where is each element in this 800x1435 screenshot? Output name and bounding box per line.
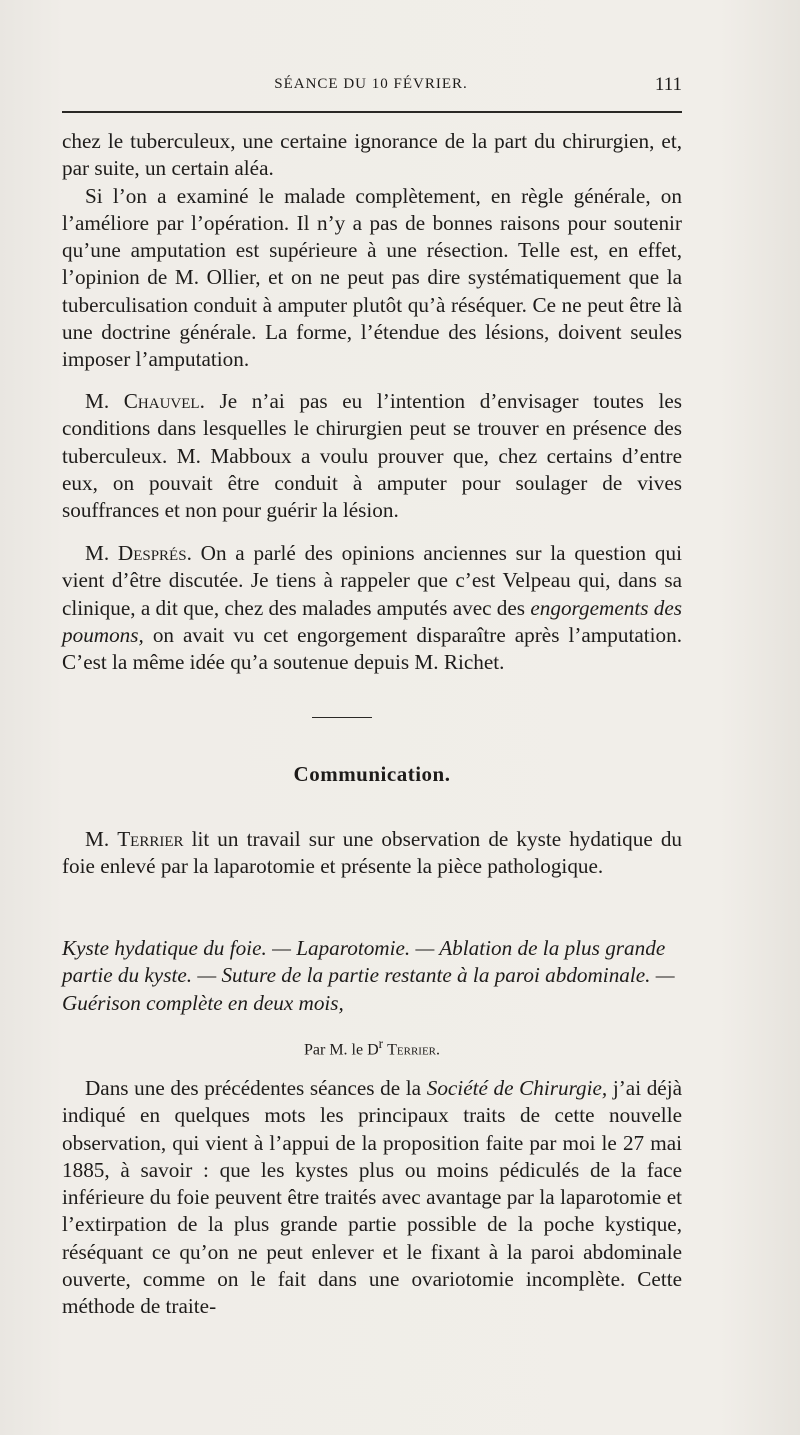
chauvel-remarks xyxy=(62,388,682,524)
body-text-end: j’ai déjà indiqué en quelques mots les principaux traits de cette nouvelle observation, qui vient à l’appui de la proposition faite par moi le 27 mai 1885, à savoir : que les kystes plus ou moins pédiculés de la face inférieure du foie peuvent être traités avec avantage par la laparotomie et l’extirpation de la plus grande partie possible de la poche kystique, réséquant ce qu’on ne peut enlever et le fixant à la paroi abdominale ouverte, comme on le fait dans une ovariotomie incomplète. Cette méthode de traite- xyxy=(62,1076,683,1319)
despres-text-start: On a parlé des opinions anciennes sur la question qui vient d’être discutée. Je tiens à rappeler que c’est Velpeau qui, dans sa clinique, a dit que, chez des malades amputés avec des xyxy=(62,541,682,620)
opening-block xyxy=(62,128,682,374)
terrier-intro xyxy=(62,826,682,881)
section-title: Communication. xyxy=(293,762,451,786)
section-divider xyxy=(312,717,372,718)
terrier-text: lit un travail sur une observation de kyste hydatique du foie enlevé par la laparotomie et présente la pièce pathologique. xyxy=(62,827,683,879)
byline-prefix: Par M. le D xyxy=(304,1041,379,1059)
speaker-prefix: M. xyxy=(85,389,110,413)
paragraph-body xyxy=(62,1075,682,1321)
speaker-prefix: M. xyxy=(85,827,110,851)
despres-italic-phrase: engorgements des poumons, xyxy=(62,595,682,647)
paragraph-despres xyxy=(62,540,682,676)
speaker-name-terrier: Terrier xyxy=(117,827,184,851)
article-title: Kyste hydatique du foie. — Laparotomie. — Ablation de la plus grande partie du kyste. — Suture de la partie restante à la paroi abdominale. — Guérison complète en deux mois, xyxy=(62,936,675,1015)
speaker-prefix: M. xyxy=(85,541,110,565)
speaker-name-chauvel: Chauvel. xyxy=(123,389,205,413)
despres-remarks xyxy=(62,540,682,676)
article-body xyxy=(62,1075,682,1321)
header-rule xyxy=(62,111,682,113)
page-number: 111 xyxy=(654,74,682,95)
paragraph-terrier xyxy=(62,826,682,881)
despres-text-end: on avait vu cet engorgement disparaître après l’amputation. C’est la même idée qu’a soutenue depuis M. Richet. xyxy=(62,622,683,675)
byline-name: Terrier. xyxy=(387,1041,440,1059)
paragraph-ollier: Si l’on a examiné le malade complètement, en règle générale, on l’améliore par l’opération. Il n’y a pas de bonnes raisons pour soutenir qu’une amputation est supérieure à une résection. Telle est, en effet, l’opinion de M. Ollier, et on ne peut pas dire systématiquement que la tuberculisation conduit à amputer plutôt qu’à réséquer. Ce ne peut être là une doctrine générale. La forme, l’étendue des lésions, doivent seules imposer l’amputation. xyxy=(62,183,682,372)
paragraph-continuation: chez le tuberculeux, une certaine ignorance de la part du chirurgien, et, par suite, un certain aléa. xyxy=(62,129,682,181)
running-title: SÉANCE DU 10 FÉVRIER. xyxy=(274,76,468,92)
article-byline xyxy=(62,1036,682,1059)
page-header xyxy=(60,76,682,102)
chauvel-text: Je n’ai pas eu l’intention d’envisager toutes les conditions dans lesquelles le chirurgien peut se trouver en présence des tuberculeux. M. Mabboux a voulu prouver que, chez certains d’entre eux, on pouvait être conduit à amputer pour soulager de vives souffrances et non pour guérir la lésion. xyxy=(62,389,683,523)
body-text-start: Dans une des précédentes séances de la xyxy=(85,1076,422,1100)
body-italic-society: Société de Chirurgie, xyxy=(426,1076,608,1100)
paragraph-chauvel xyxy=(62,388,682,524)
speaker-name-despres: Després. xyxy=(117,541,192,565)
byline-superscript: r xyxy=(378,1036,384,1051)
